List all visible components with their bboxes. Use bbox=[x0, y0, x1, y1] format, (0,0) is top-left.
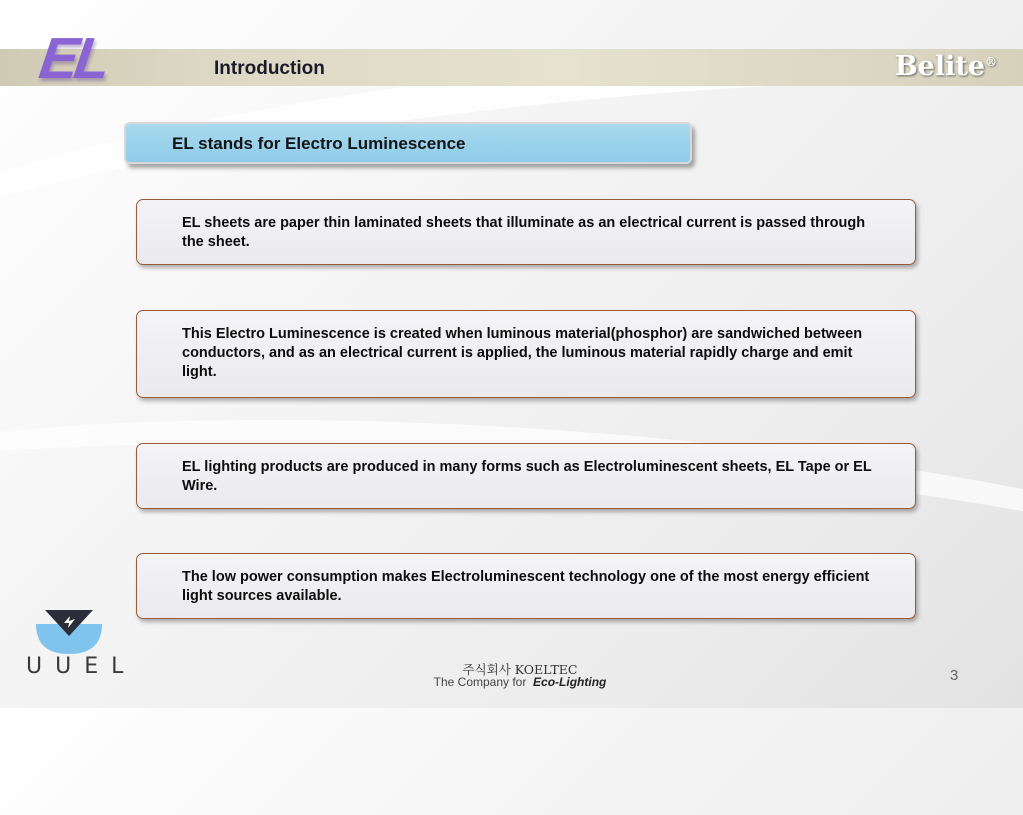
el-logo: EL bbox=[35, 26, 111, 91]
uvel-logo-icon bbox=[34, 610, 104, 656]
info-card-text: This Electro Luminescence is created when luminous material(phosphor) are sandwiched between conductors, and as an electrical current is applied, the luminous material rapidly charge and emit light. bbox=[182, 326, 863, 380]
uvel-logo-text: UUEL bbox=[26, 654, 137, 679]
footer-tagline: The Company for Eco-Lighting bbox=[433, 675, 607, 689]
header-band bbox=[0, 49, 1023, 86]
info-card-text: EL lighting products are produced in many forms such as Electroluminescent sheets, EL Tape or EL Wire. bbox=[182, 459, 872, 494]
info-card-text: EL sheets are paper thin laminated sheets that illuminate as an electrical current is passed through the sheet. bbox=[182, 215, 866, 250]
belite-brand-logo: Belite® bbox=[894, 51, 997, 82]
subtitle-text: EL stands for Electro Luminescence bbox=[172, 134, 466, 153]
subtitle-bar bbox=[124, 122, 692, 164]
info-card-text: The low power consumption makes Electroluminescent technology one of the most energy efficient light sources available. bbox=[182, 569, 870, 604]
page-title: Introduction bbox=[214, 58, 325, 79]
page-number: 3 bbox=[950, 667, 959, 684]
footer-tagline-emphasis: Eco-Lighting bbox=[533, 675, 607, 689]
footer-company: 주식회사 KOELTEC bbox=[462, 662, 578, 677]
info-card-2 bbox=[136, 310, 916, 398]
info-card-1 bbox=[136, 199, 916, 265]
info-card-4 bbox=[136, 553, 916, 619]
info-card-3 bbox=[136, 443, 916, 509]
